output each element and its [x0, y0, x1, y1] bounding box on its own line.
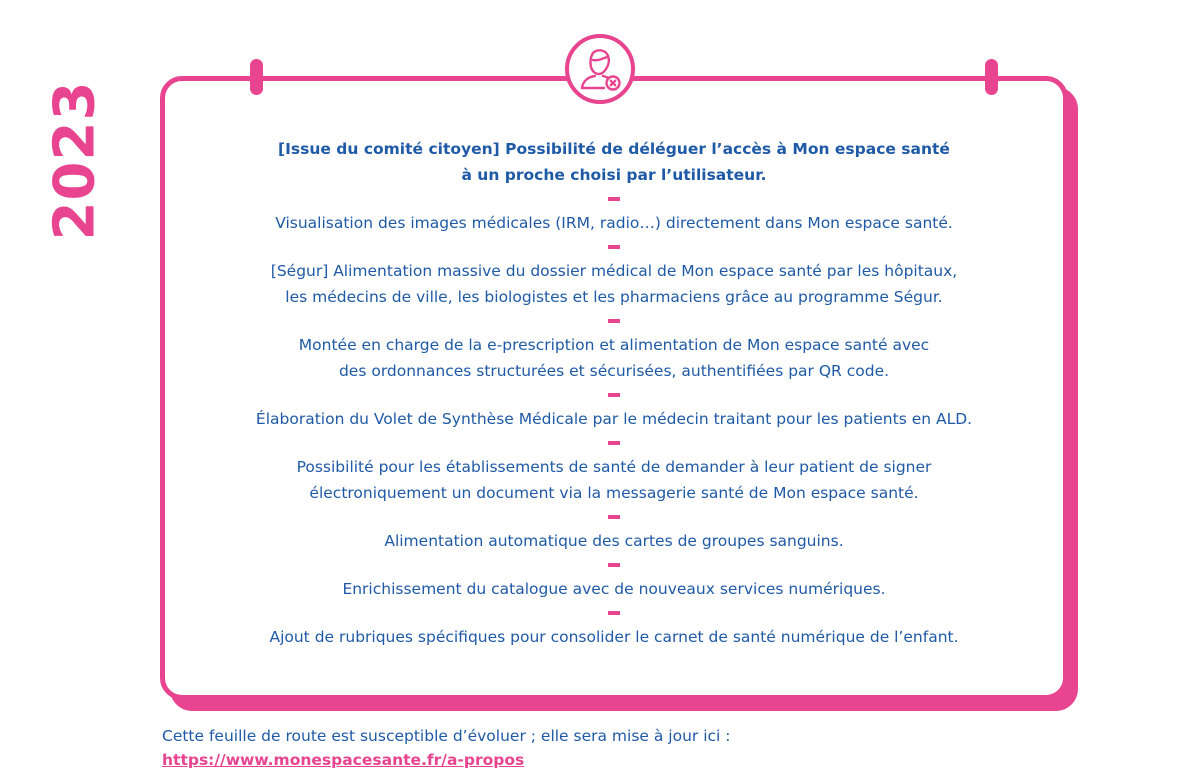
binder-ring-right [985, 59, 998, 95]
item-separator [608, 611, 620, 615]
item-separator [608, 515, 620, 519]
item-separator [608, 441, 620, 445]
item-separator [608, 197, 620, 201]
roadmap-item: [Ségur] Alimentation massive du dossier médical de Mon espace santé par les hôpitaux, les médecins de ville, les biologistes et les pharmaciens grâce au programme Ségur. [270, 262, 958, 306]
footer [162, 724, 731, 772]
footer-link[interactable]: https://www.monespacesante.fr/a-propos [162, 751, 525, 769]
year-text: 2023 [42, 80, 108, 240]
roadmap-item: Possibilité pour les établissements de santé de demander à leur patient de signer électroniquement un document via la messagerie santé de Mon espace santé. [296, 458, 932, 502]
roadmap-item: Ajout de rubriques spécifiques pour consolider le carnet de santé numérique de l’enfant. [269, 628, 959, 646]
item-separator [608, 563, 620, 567]
year-label [20, 80, 130, 240]
roadmap-item: Visualisation des images médicales (IRM, radio…) directement dans Mon espace santé. [275, 214, 953, 232]
item-separator [608, 393, 620, 397]
roadmap-item: Enrichissement du catalogue avec de nouveaux services numériques. [342, 580, 886, 598]
binder-ring-left [250, 59, 263, 95]
roadmap-item: Alimentation automatique des cartes de groupes sanguins. [384, 532, 844, 550]
roadmap-item: Montée en charge de la e-prescription et alimentation de Mon espace santé avec des ordonnances structurées et sécurisées, authentifiées par QR code. [298, 336, 930, 380]
roadmap-item: Élaboration du Volet de Synthèse Médicale par le médecin traitant pour les patients en ALD. [255, 410, 973, 428]
user-remove-icon [565, 34, 635, 104]
item-separator [608, 319, 620, 323]
item-separator [608, 245, 620, 249]
roadmap-items [170, 136, 1058, 650]
footer-note: Cette feuille de route est susceptible d’évoluer ; elle sera mise à jour ici : [162, 727, 731, 745]
roadmap-item-highlight: [Issue du comité citoyen] Possibilité de déléguer l’accès à Mon espace santé à un proche choisi par l’utilisateur. [278, 140, 950, 184]
